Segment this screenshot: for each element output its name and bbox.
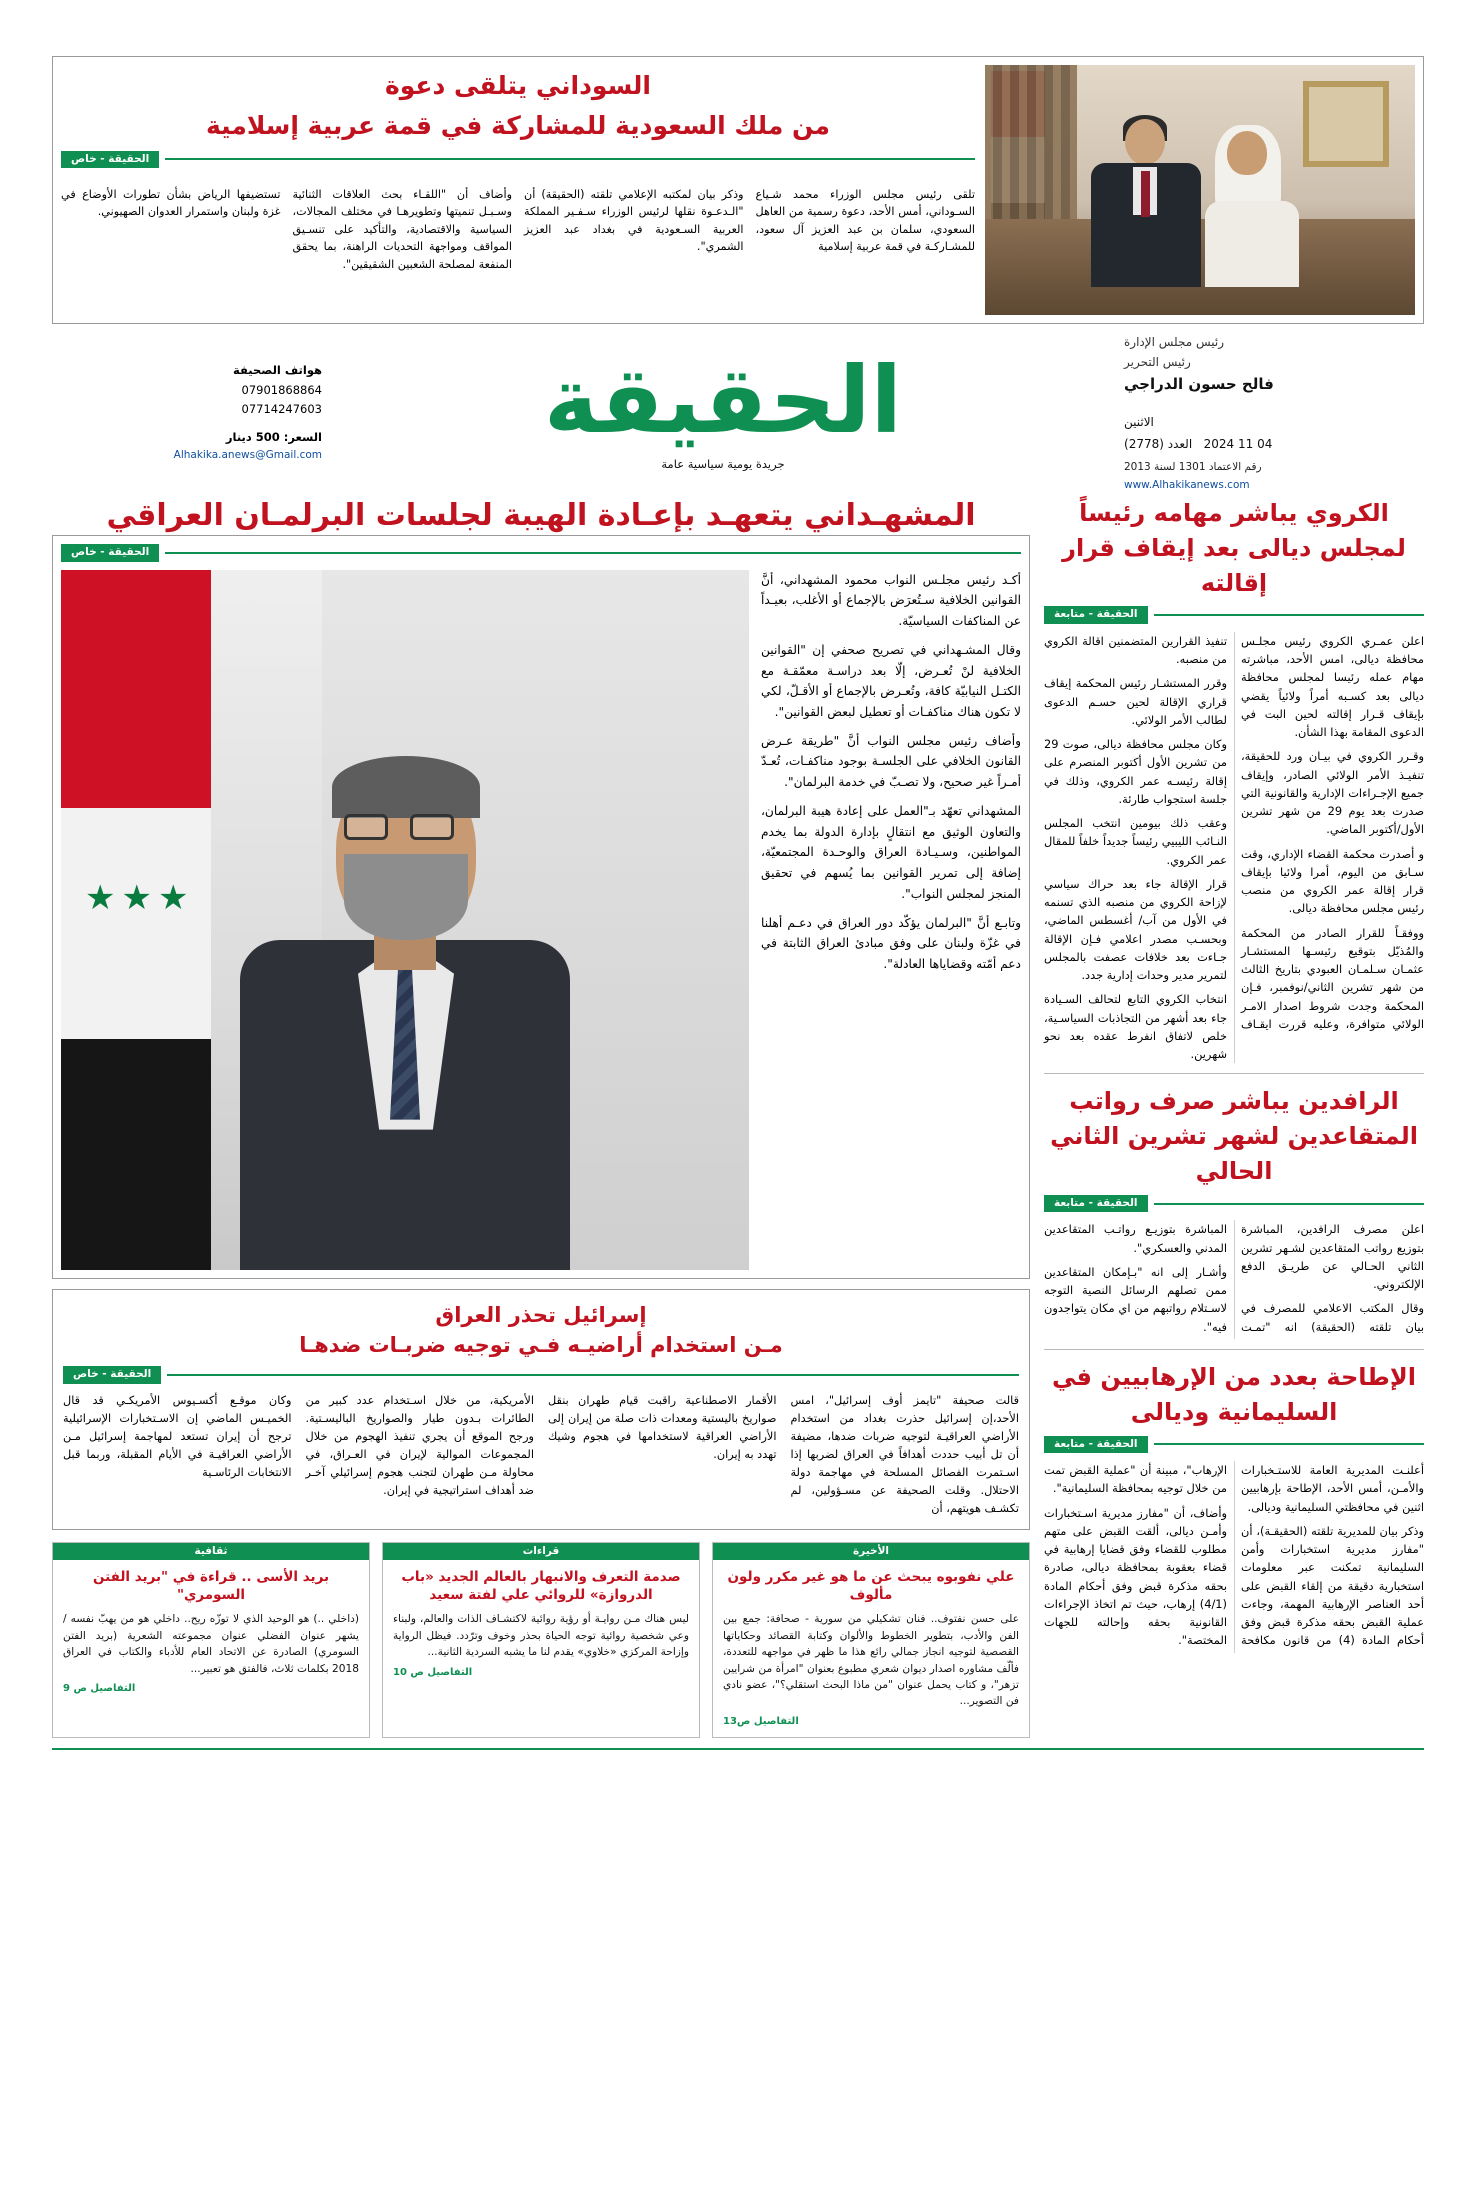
teaser-readings-more[interactable]: التفاصيل ص 10 [393, 1666, 473, 1678]
paragraph: انتخاب الكروي التابع لتحالف السـيادة جاء بعد أشهر من التجاذبات السياسـية، خلص لاتفاق انفرط عقده بعد نحو شهرين. [1044, 992, 1227, 1062]
newspaper-logo: الحقيقة [543, 347, 903, 454]
teaser-culture[interactable] [52, 1542, 370, 1738]
top-story-columns [61, 186, 975, 273]
issue-day: الاثنين [1124, 414, 1154, 429]
israel-headline-line1: إسرائيل تحذر العراق [435, 1302, 647, 1327]
center-column [52, 496, 1030, 1738]
lead-story-text [761, 570, 1021, 1270]
license-number: رقم الاعتماد 1301 لسنة 2013 [1124, 460, 1262, 473]
story-rafidain-headline: الرافدين يباشر صرف رواتب المتقاعدين لشهر تشرين الثاني الحالي [1050, 1087, 1418, 1186]
divider [1044, 1073, 1424, 1074]
teaser-culture-text: (داخلي ..) هو الوحيد الذي لا توزّه ريح.. داخلي هو من يهبّ نفسه / يشهر عنوان الفضلي عنوان مجموعته الشعرية (بريد الفتن السومري) الصادرة عن الاتحاد العام للأدباء والكتاب في العراق 2018 بكلمات ثلاث، فالفتق هو تعبير... [63, 1613, 359, 1675]
story-terrorists-body [1044, 1461, 1424, 1653]
main-content [52, 496, 1424, 1738]
story-rafidain-tag: الحقيقة - متابعة [1044, 1195, 1148, 1213]
price-label: السعر: 500 دينار [225, 429, 322, 444]
paragraph: وأضاف رئيس مجلس النواب أنَّ "طريقة عـرض القانون الخلافي على الجلسـة بوجود مناكفـات، تُعـدّ أمـراً غير صحيح، ولا تصـبّ في خدمة البرلمان". [761, 733, 1021, 790]
paragraph: اعلن عمـري الكروي رئيس مجلـس محافظة ديالى، امس الأحد، مباشرته مهام عمله رئيسا لمجلس محافظة ديالى بعد كسـبه أمراً ولائياً يقضي بإيقاف قـرار إقالته لحين البت في الدعوى المقامة بهذا الشأن. [1241, 633, 1424, 740]
teaser-last-page-more[interactable]: التفاصيل ص13 [723, 1715, 799, 1727]
masthead-contact [52, 361, 322, 465]
story-terrorists-headline: الإطاحة بعدد من الإرهابيين في السليمانية وديالى [1052, 1362, 1416, 1426]
top-story-tag: الحقيقة - خاص [61, 151, 159, 169]
paragraph: قرار الإقالة جاء بعد حراك سياسي لإزاحة الكروي من منصبه الذي تسنمه في الأول من آب/ أغسطس الماضي، وبحسـب مصدر اعلامي فـإن الإقالة جـاءت بعد خلافات عصفت بالمجلس لتمرير مدير وحدات إدارية جدد. [1044, 876, 1227, 983]
story-karawi-tag: الحقيقة - متابعة [1044, 606, 1148, 624]
masthead-credits [1124, 332, 1424, 495]
teaser-readings-text: ليس هناك مـن روايـة أو رؤية روائية لاكتشـاف الذات والعالم، ولبناء وعي شخصية روائية توجه الحياة بحذر وخوف وترّدد. فيظل الرواية وإزاحة المركزي «خلاوي» يقدم لنا ما يشبه السردية الثانية... [393, 1613, 689, 1659]
website-link[interactable]: www.Alhakikanews.com [1124, 478, 1250, 491]
issue-date: 04 11 2024 [1203, 437, 1273, 452]
masthead [52, 334, 1424, 491]
paragraph: أعلنـت المديرية العامة للاستـخبارات والأمـن، أمس الأحد، الإطاحة بإرهابيين اثنين في محافظتي السليمانية وديالى. [1241, 1463, 1424, 1514]
teaser-readings[interactable] [382, 1542, 700, 1738]
israel-story [52, 1289, 1030, 1530]
left-column [1044, 496, 1424, 1738]
top-story-col-3: وأضاف أن "اللقـاء بحث العلاقات الثنائية وسـبـل تنميتها وتطويرهـا في مختلف المجالات، السياسية والاقتصادية، والتأكيد على تنسـيق المواقف ومواجهة التحديات الراهنة، بما يحقق المنفعة لمصلحة الشعبين الشقيقين". [292, 188, 512, 271]
paragraph: وقال المكتب الاعلامي للمصرف في بيان تلقته (الحقيقة) انه "تمـت المباشرة بتوزيـع رواتـب المتقاعدين المدني والعسكري". [1044, 1222, 1424, 1334]
paragraph: وقرر المستشـار رئيس المحكمة إيقاف قراري الإقالة لحين حسـم الدعوى لطالب الأمر الولائي. [1044, 676, 1227, 727]
story-karawi [1044, 496, 1424, 1063]
top-story [52, 56, 1424, 324]
phone-1: 07901868864 [241, 382, 322, 397]
paragraph: وكان مجلس محافظة ديالى، صوت 29 من تشرين الأول أكتوبر المنصرم على إقالة رئيسـه عمر الكروي، وذلك في جلسة استجواب طارئة. [1044, 737, 1227, 806]
israel-headline-line2: مـن استخدام أراضيـه فـي توجيه ضربـات ضدهـا [299, 1333, 783, 1358]
story-rafidain-body [1044, 1220, 1424, 1339]
paragraph: وقـرر الكروي في بيـان ورد للحقيقة، تنفيـذ الأمر الولائي الصادر، وإيقاف جميع الإجـراءات الإدارية والقانونية التي صدرت بعد يوم 29 من شهر تشرين الأول/أكتوبر الماضي. [1241, 749, 1424, 837]
phone-2: 07714247603 [241, 402, 322, 417]
top-story-col-1: تلقى رئيس مجلس الوزراء محمد شـياع السـوداني، أمس الأحد، دعوة رسمية من العاهل السعودي، سلمان بن عبد العزيز آل سعود، للمشـاركـة في قمة عربية إسلامية [755, 188, 975, 254]
teaser-readings-tag: قراءات [383, 1543, 699, 1560]
teaser-last-page[interactable] [712, 1542, 1030, 1738]
top-story-headline [61, 69, 975, 143]
teaser-readings-headline: صدمة التعرف والانبهار بالعالم الجديد «باب الدروازة» للروائي علي لفتة سعيد [401, 1568, 681, 1604]
israel-col-4: وكان موقـع أكسـيوس الأمريكـي قد قال الخميـس الماضي إن الاسـتخبارات الإسرائيلية ترجح أن إيران تستعد لمهاجمة إسرائيل مـن الأراضي العراقيـة في الأيام المقبلة، وربما قبل الانتخابات الرئاسـية [63, 1394, 292, 1480]
phones-label: هواتف الصحيفة [233, 362, 322, 377]
story-terrorists-tag: الحقيقة - متابعة [1044, 1436, 1148, 1454]
board-chief-label: رئيس مجلس الإدارة [1124, 334, 1225, 349]
top-headline-line2: من ملك السعودية للمشاركة في قمة عربية إسلامية [205, 110, 830, 140]
editor-label: رئيس التحرير [1124, 355, 1191, 370]
paragraph: وأضاف، أن "مفارز مديرية اسـتخبارات وأمـن ديالى، ألقت القبض على متهم مطلوب للقضاء وفق قضايا إرهابية في قضاء بعقوبة بمحافظة ديالى، صادرة بحقه مذكرة قبض وفق أحكام المادة (4/1) إرهاب، حيث تم اتخاذ الإجراءات القانونية بحقه وإحالته للجهات المختصة". [1044, 1505, 1227, 1648]
paragraph: اعلن مصرف الرافدين، المباشرة بتوزيع رواتب المتقاعدين لشـهر تشرين الثاني الحـالي عن طريـق الدفع الإلكتروني. [1241, 1222, 1424, 1292]
teaser-culture-headline: بريد الأسى .. قراءة في "بريد الفتن السومري" [92, 1568, 330, 1604]
paragraph: ووفقـاً للقرار الصادر من المحكمة والمُذيّل بتوقيع رئيسـها المستشـار عثمـان سـلمـان العبودي بتاريخ الثالث من شهر تشرين الثاني/نوفمبر، فـإن المحكمة وجدت شروط اصدار الامـر الولائي متوافرة، وعليه قررت ايقـاف تنفيذ القرارين المتضمنين اقالة الكروي من منصبه. [1044, 633, 1424, 1031]
paragraph: وذكر بيان للمديرية تلقته (الحقيقـة)، أن "مفارز مديرية استخبارات وأمن السليمانية تمكنت عبر معلومات استخبارية دقيقة من إلقاء القبض على أحد العناصر الإرهابية المهمة، وجاءت عملية القبض بحقه مذكرة قبض وفق أحكام المادة (4) من قانون مكافحة الإرهاب"، مبينة أن "عملية القبض تمت من خلال توجيه بمحافظة السليمانية". [1044, 1463, 1424, 1648]
top-headline-line1: السوداني يتلقى دعوة [385, 71, 651, 100]
lead-story-tag: الحقيقة - خاص [61, 544, 159, 562]
paragraph: وتابـع أنَّ "البرلمان يؤكّد دور العراق في دعـم أهلنا في غزّة ولبنان على وفق مبادئ العراق الثابتة في دعم أمّته وقضاياها العادلة". [761, 915, 1021, 972]
issue-number: العدد (2778) [1124, 437, 1193, 452]
israel-col-3: الأمريكية، من خلال اسـتخدام عدد كبير من الطائرات بـدون طيار والصواريخ الباليسـتية. ورجح الموقع أن يجري تنفيذ الهجوم من خلال المجموعات الموالية لإيران في العـراق، في محاولة مـن طهران لتجنب هجوم إسرائيلي آخـر ضد أهداف استراتيجية في إيران. [305, 1394, 534, 1498]
editor-name: فالح حسون الدراجي [1124, 375, 1274, 394]
story-karawi-body [1044, 632, 1424, 1064]
paragraph: أكـد رئيس مجلـس النواب محمود المشهداني، أنَّ القوانين الخلافية سـتُعرَض بالإجماع أو الأغلب، بعيـداً عن المناكفات السياسيّة. [761, 572, 1021, 629]
divider [1044, 1349, 1424, 1350]
iraq-flag: ★★★ [61, 570, 211, 1270]
lead-story [52, 535, 1030, 1279]
bottom-teasers [52, 1542, 1030, 1738]
email-link[interactable]: Alhakika.anews@Gmail.com [173, 449, 322, 462]
newspaper-slogan: جريدة يومية سياسية عامة [661, 457, 785, 471]
paragraph: و أصدرت محكمة القضاء الإداري، وقت سـابق من اليوم، أمرا ولائيا بإيقاف قرار إقالة عمر الكروي من منصب رئيس مجلس محافظة ديالى. [1241, 846, 1424, 916]
top-story-col-4: تستضيفها الرياض بشأن تطورات الأوضاع في غزة ولبنان واستمرار العدوان الصهيوني. [61, 188, 281, 219]
top-story-tag-row [61, 151, 975, 169]
israel-headline [63, 1300, 1019, 1361]
teaser-last-page-headline: علي نفوبوه يبحث عن ما هو غير مكرر ولون مألوف [727, 1568, 1015, 1604]
teaser-last-page-text: على حسن نفتوف.. فنان تشكيلي من سورية - صحافة: جمع بين الفن والأدب، بتطوير الخطوط والألوان وكتابة القصائد وحكاياتها القصصية لتوجيه انجاز جمالي رائع هذا ما ظهر في مواجهه للتعددة، فألّف مشاوره اصدار ديوان شعري مطبوع بعنوان "امرأة من شرايين تزهر"، و كتاب يحمل عنوان "من ماذا البحث استقلي؟"، عضو نادي فن التصوير... [723, 1613, 1019, 1708]
teaser-culture-more[interactable]: التفاصيل ص 9 [63, 1682, 136, 1694]
paragraph: المشهداني تعهّد بـ"العمل على إعادة هيبة البرلمان، والتعاون الوثيق مع انتقالٍ بإدارة الدولة بما يخدم المواطنين، وسـيـادة العراق والوحـدة المجتمعيّة، إضافة إلى تمرير القوانين بما يُسهم في تحقيق المنجز لمجلس النواب". [761, 803, 1021, 901]
paragraph: وعقب ذلك بيومين انتخب المجلس النـائب الليبيي رئيساً جديداً خلفاً للمقال عمر الكروي. [1044, 816, 1227, 867]
top-story-col-2: وذكر بيان لمكتبه الإعلامي تلقته (الحقيقة) أن "الـدعـوة نقلها لرئيس الوزراء سـفـير المملكة العربية السـعودية في بغداد عبد العزيز الشمري". [524, 188, 744, 254]
story-rafidain [1044, 1084, 1424, 1338]
story-terrorists [1044, 1360, 1424, 1653]
lead-headline: المشهـداني يتعهـد بإعـادة الهيبة لجلسات البرلمـان العراقي [106, 498, 976, 533]
story-karawi-headline: الكروي يباشر مهامه رئيساً لمجلس ديالى بعد إيقاف قرار إقالته [1062, 499, 1406, 597]
israel-col-1: قالت صحيفة "تايمز أوف إسرائيل"، امس الأحد،إن إسرائيل حذرت بغداد من استخدام الأراضي العراقيـة لتوجيه ضربات ضدها، مضيفة أن تل أبيب حددت أهدافاً في العراق لضربها إذا اسـتمرت الفصائل المسلحة في مهاجمة دولة الاحتلال. وقلت الصحيفة عن مسـؤولين، لم تكشـف هويتهم، أن [790, 1394, 1019, 1516]
israel-col-2: الأقمار الاصطناعية راقبت قيام طهران بنقل صواريخ باليستية ومعدات ذات صلة من إيران إلى الأراضي العراقية لاستخدامها في هجوم وشيك تهدد به إيران. [548, 1394, 777, 1462]
teaser-last-page-tag: الأخيرة [713, 1543, 1029, 1560]
paragraph: وقال المشـهداني في تصريح صحفي إن "القوانين الخلافية لنْ تُعـرض، إلّا بعد دراسـة معمّقـة مع الكتـل النيابيّة كافة، وتُعـرض بالإجماع أو الأقـلّ، لكي لا تكون هناك مناكفـات أو تعطيل لبعض القوانين". [761, 642, 1021, 719]
footer-rule [52, 1748, 1424, 1750]
meeting-photo [985, 65, 1415, 315]
paragraph: وأشـار إلى انه "بـإمكان المتقاعدين ممن تصلهم الرسائل النصية التوجه لاسـتلام رواتبهم من اي مكان يتواجدون فيه". [1044, 1264, 1227, 1334]
israel-story-tag: الحقيقة - خاص [63, 1366, 161, 1384]
teaser-culture-tag: ثقافية [53, 1543, 369, 1560]
logo-area [322, 347, 1124, 471]
mashhadani-portrait [61, 570, 749, 1270]
